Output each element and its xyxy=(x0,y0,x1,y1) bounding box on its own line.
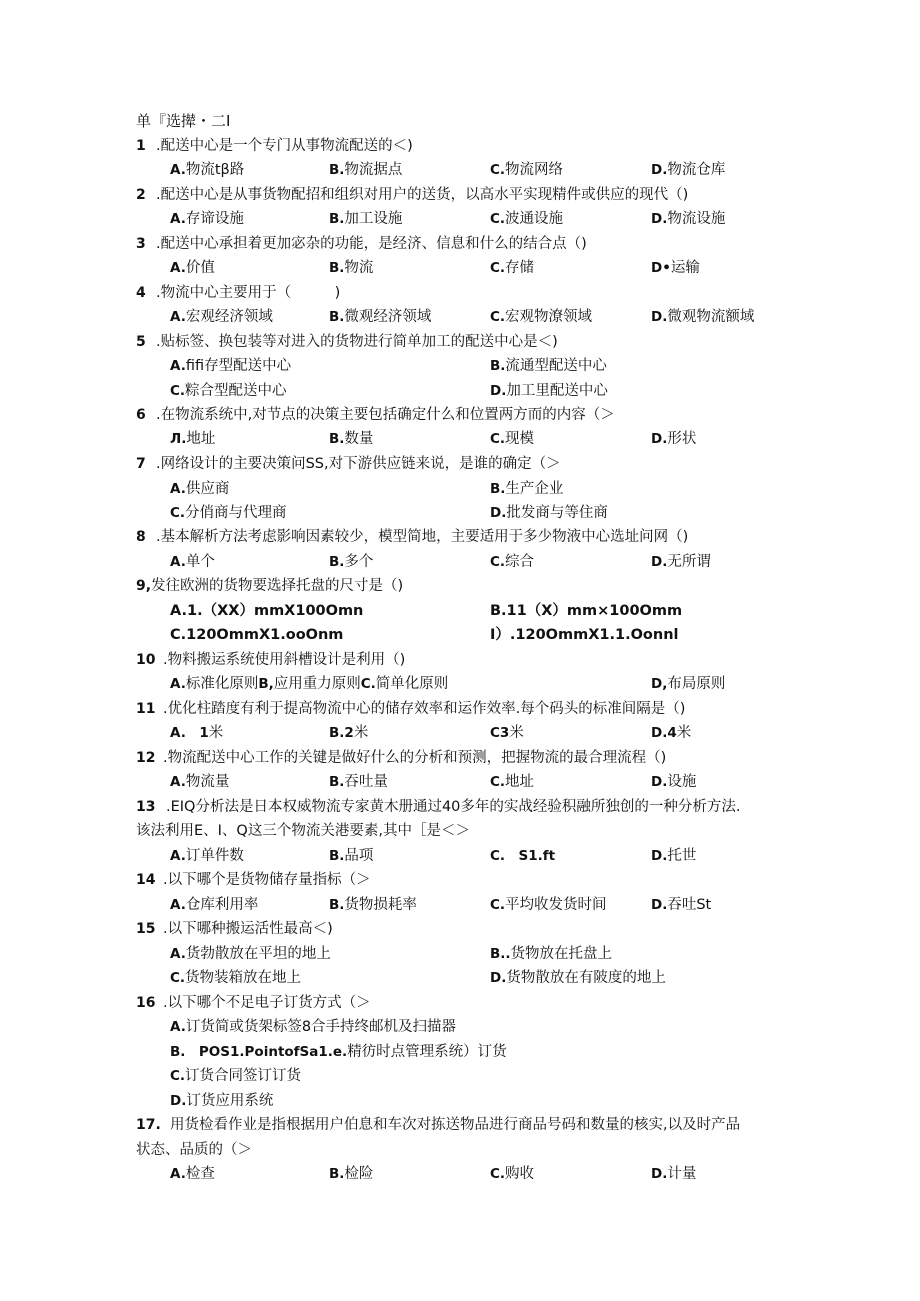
option-d: D•运输 xyxy=(651,260,700,276)
option-d: D.形状 xyxy=(651,431,697,447)
option-a: A.检查 xyxy=(170,1166,215,1182)
question-text: .配送中心是从事货物配招和组织对用户的送货，以高水平实现精件或供应的现代（) xyxy=(156,187,689,203)
question-text-line-2: 该法利用E、I、Q这三个物流关港要素,其中［是＜＞ xyxy=(136,823,470,839)
option-d: D.物流仓库 xyxy=(651,162,726,178)
option-a: A.单个 xyxy=(170,554,215,570)
option-b: B.微观经济领域 xyxy=(329,309,432,325)
option-d: D.货物散放在有陂度的地上 xyxy=(490,970,666,986)
question-text: .配送中心承担着更加宓杂的功能，是经济、信息和什么的结合点（) xyxy=(156,236,587,252)
question-number: 7 xyxy=(136,456,146,472)
question-text: .在物流系统中,对节点的决策主要包括确定什么和位置两方而的内容（＞ xyxy=(156,407,615,423)
question-number: 1 xyxy=(136,138,146,154)
question-text: .基本解析方法考虑影响因素较少，模型简地，主要适用于多少物液中心选址问网（) xyxy=(156,529,689,545)
option-c: C.地址 xyxy=(490,774,535,790)
option-a: A.存谛设施 xyxy=(170,211,244,227)
option-c: C. S1.ft xyxy=(490,848,556,864)
question-number: 4 xyxy=(136,285,146,301)
option-c: C.波通设施 xyxy=(490,211,564,227)
option-a: A.宏观经济领域 xyxy=(170,309,273,325)
question-text: .配送中心是一个专门从事物流配送的＜) xyxy=(156,138,413,154)
option-d: D.加工里配送中心 xyxy=(490,383,608,399)
option-d: D.设施 xyxy=(651,774,697,790)
option-d: D.计量 xyxy=(651,1166,697,1182)
option-d: D.物流设施 xyxy=(651,211,726,227)
option-a: A.fifi存型配送中心 xyxy=(170,358,292,374)
option-b: B.检险 xyxy=(329,1166,374,1182)
question-number: 11 xyxy=(136,701,156,717)
option-d: D.无所谓 xyxy=(651,554,711,570)
option-c: C.120OmmX1.ooOnm xyxy=(170,627,344,643)
option-d: D.托世 xyxy=(651,848,697,864)
question-number: 16 xyxy=(136,995,156,1011)
option-d: I）.120OmmX1.1.Oonnl xyxy=(490,627,679,643)
question-number: 12 xyxy=(136,750,156,766)
option-b: B..货物放在托盘上 xyxy=(490,946,613,962)
option-a: A.物流量 xyxy=(170,774,230,790)
option-a: A.订单件数 xyxy=(170,848,244,864)
question-text-line-2: 状态、品质的（＞ xyxy=(136,1142,252,1158)
option-a: A.订货简或货架标签8合手持终邮机及扫描器 xyxy=(170,1019,457,1035)
question-text: .以下哪个不足电子订货方式（＞ xyxy=(163,995,371,1011)
option-b: B.2米 xyxy=(329,725,369,741)
section-heading: 单『选撵・二I xyxy=(136,112,231,130)
option-a: A.货勃散放在平坦的地上 xyxy=(170,946,331,962)
option-c: C.订货合同签订订货 xyxy=(170,1068,302,1084)
option-a: A.价值 xyxy=(170,260,215,276)
option-d: D.4米 xyxy=(651,725,692,741)
option-d: D.吞吐St xyxy=(651,897,712,913)
option-b: B.多个 xyxy=(329,554,374,570)
option-d: D,布局原则 xyxy=(651,676,726,692)
question-number: 14 xyxy=(136,872,156,888)
option-a: A.1.（XX）mmX100Omn xyxy=(170,603,364,619)
question-number: 6 xyxy=(136,407,146,423)
option-b: B.11（X）mm×100Omm xyxy=(490,603,683,619)
option-b: B.货物损耗率 xyxy=(329,897,417,913)
question-text: .以下哪个是货物储存量指标（＞ xyxy=(163,872,371,888)
question-number: 15 xyxy=(136,921,156,937)
question-number: 9, xyxy=(136,578,152,594)
question-number: 2 xyxy=(136,187,146,203)
option-abc: A.标准化原则B,应用重力原则C.简单化原则 xyxy=(170,676,449,692)
option-b: B. POS1.PointofSa1.e.精彷时点管理系统）订货 xyxy=(170,1044,507,1060)
question-text: .以下哪种搬运活性最高＜) xyxy=(163,921,333,937)
option-b: B.流通型配送中心 xyxy=(490,358,607,374)
option-a: Л.地址 xyxy=(170,431,216,447)
option-d: D.批发商与等住商 xyxy=(490,505,608,521)
option-c: C.货物装箱放在地上 xyxy=(170,970,302,986)
question-text: .贴标签、换包装等对进入的货物进行简单加工的配送中心是＜) xyxy=(156,334,558,350)
option-c: C.存储 xyxy=(490,260,535,276)
option-b: B.吞吐量 xyxy=(329,774,388,790)
question-number: 8 xyxy=(136,529,146,545)
question-text: .物流中心主要用于（ ) xyxy=(156,285,341,301)
option-a: A.仓库利用率 xyxy=(170,897,259,913)
question-text: 发往欧洲的货物要选择托盘的尺寸是（) xyxy=(151,578,404,594)
question-number: 3 xyxy=(136,236,146,252)
option-c: C.现模 xyxy=(490,431,535,447)
option-b: B.物流 xyxy=(329,260,374,276)
question-number: 17. xyxy=(136,1117,161,1133)
option-b: B.生产企业 xyxy=(490,481,564,497)
option-b: B.物流据点 xyxy=(329,162,403,178)
question-text: .物料搬运系统使用斜槽设计是利用（) xyxy=(163,652,406,668)
question-text: .优化柱踏度有利于提高物流中心的储存效率和运作效率.每个码头的标准间隔是（) xyxy=(163,701,686,717)
question-text-line-1: 用货检看作业是指根据用户伯息和车次对拣送物品进行商品号码和数量的核实,以及时产品 xyxy=(170,1117,741,1133)
question-number: 5 xyxy=(136,334,146,350)
option-b: B.品项 xyxy=(329,848,374,864)
option-d: D.微观物流额域 xyxy=(651,309,755,325)
option-d: D.订货应用系统 xyxy=(170,1093,274,1109)
question-text: .网络设计的主要决策问SS,对下游供应链来说，是谁的确定（＞ xyxy=(156,456,561,472)
question-number: 13 xyxy=(136,799,156,815)
question-text-line-1: .EIQ分析法是日本权威物流专家黄木册通过40多年的实战经验积融所独创的一种分析方法. xyxy=(166,799,741,815)
question-text: .物流配送中心工作的关键是做好什么的分析和预测，把握物流的最合理流程（) xyxy=(163,750,667,766)
option-c: C.购收 xyxy=(490,1166,535,1182)
option-a: A.供应商 xyxy=(170,481,230,497)
option-c: C.综合 xyxy=(490,554,535,570)
option-c: C3米 xyxy=(490,725,524,741)
option-b: B.数量 xyxy=(329,431,374,447)
option-a: A. 1米 xyxy=(170,725,224,741)
option-b: B.加工设施 xyxy=(329,211,403,227)
question-number: 10 xyxy=(136,652,156,668)
option-c: C.粽合型配送中心 xyxy=(170,383,287,399)
option-c: C.宏观物潦领域 xyxy=(490,309,593,325)
option-c: C.平均收发货时间 xyxy=(490,897,607,913)
option-a: A.物流tβ路 xyxy=(170,162,245,178)
option-c: C.分俏商与代理商 xyxy=(170,505,287,521)
option-c: C.物流网络 xyxy=(490,162,564,178)
